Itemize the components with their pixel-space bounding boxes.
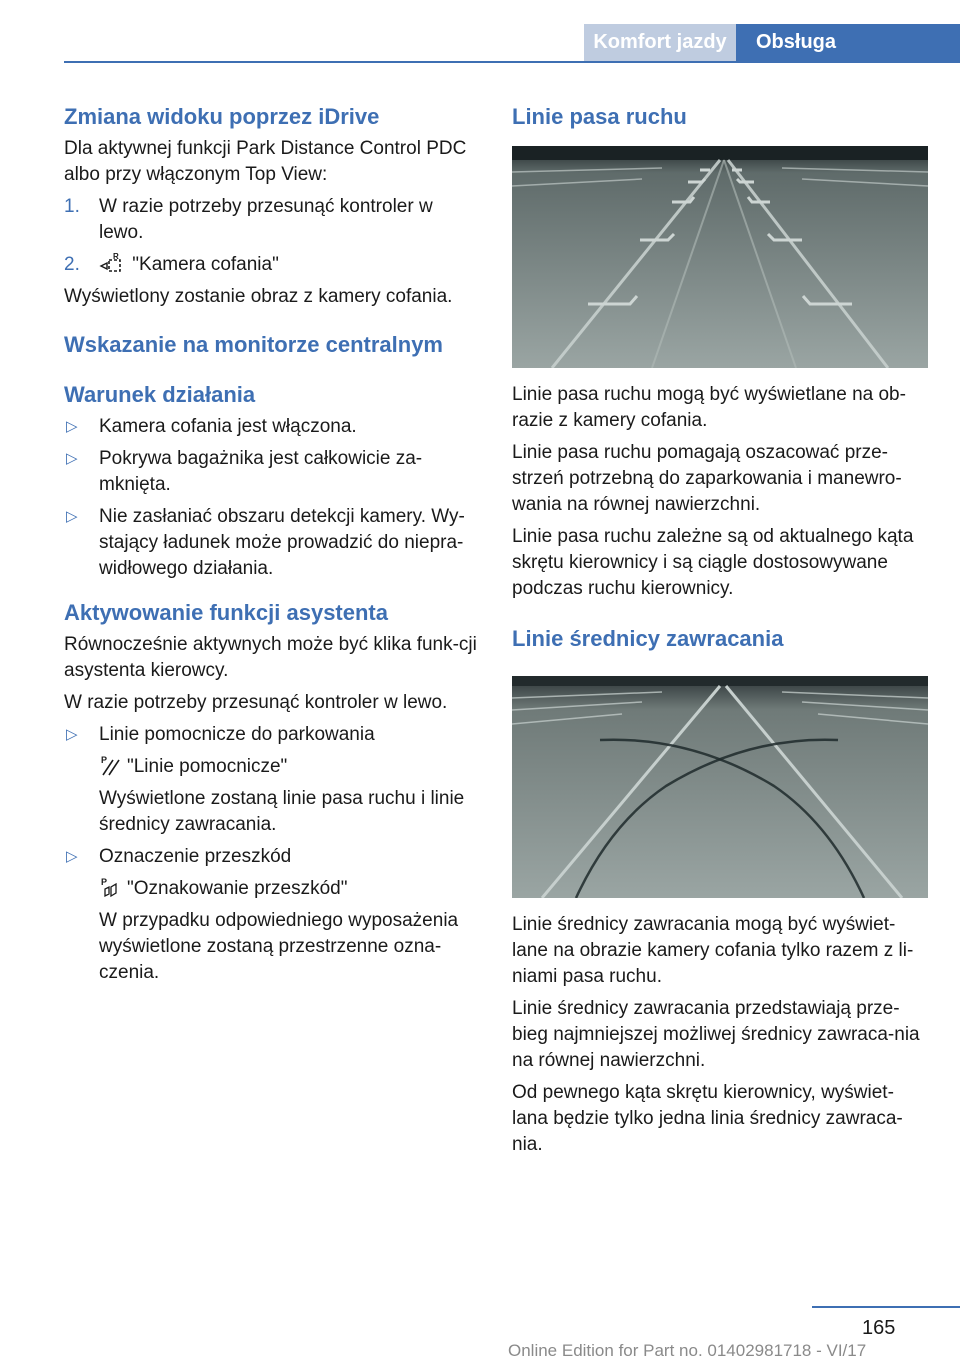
- header-section-tab: Komfort jazdy: [584, 24, 736, 61]
- turning-circle-graphic: [512, 676, 928, 898]
- paragraph-turning-1: Linie średnicy zawracania mogą być wyświet-lane na obrazie kamery cofania tylko razem z li-niami pasa ruchu.: [512, 914, 914, 987]
- page-number: 165: [862, 1317, 896, 1339]
- svg-text:R: R: [113, 252, 119, 261]
- list-item: [64, 194, 478, 246]
- paragraph-lane-lines-1: Linie pasa ruchu mogą być wyświetlane na ob-razie z kamery cofania.: [512, 384, 906, 431]
- paragraph-turning-2: Linie średnicy zawracania przedstawiają prze-bieg najmniejszej możliwej średnicy zawraca-nia na równej nawierzchni.: [512, 998, 920, 1071]
- bullet-triangle-icon: ▷: [66, 726, 78, 743]
- list-item: [64, 414, 478, 440]
- svg-text:P: P: [101, 755, 108, 765]
- paragraph-move-controller: W razie potrzeby przesunąć kontroler w lewo.: [64, 692, 448, 713]
- assist-desc: W przypadku odpowiedniego wyposażenia wyświetlone zostaną przestrzenne ozna-czenia.: [99, 910, 459, 983]
- heading-turning-circle: Linie średnicy zawracania: [512, 626, 784, 651]
- paragraph-lane-lines-3: Linie pasa ruchu zależne są od aktualnego kąta skrętu kierownicy i są ciągle dostosowywane podczas ruchu kierownicy.: [512, 526, 914, 599]
- heading-activate-assistant: Aktywowanie funkcji asystenta: [64, 600, 388, 625]
- heading-central-monitor: Wskazanie na monitorze centralnym: [64, 332, 443, 357]
- heading-operating-condition: Warunek działania: [64, 382, 256, 407]
- svg-text:P: P: [101, 877, 108, 887]
- list-item: [64, 446, 478, 498]
- step-text: "Kamera cofania": [132, 254, 279, 275]
- bullet-triangle-icon: ▷: [66, 418, 78, 435]
- paragraph-turning-3: Od pewnego kąta skrętu kierownicy, wyświet-lana będzie tylko jedna linia średnicy zawraca-nia.: [512, 1082, 903, 1155]
- paragraph-lane-lines-2: Linie pasa ruchu pomagają oszacować prze-strzeń potrzebną do zaparkowania i manewro-wania na równej nawierzchni.: [512, 442, 902, 515]
- right-column: [512, 104, 928, 1158]
- bullet-triangle-icon: ▷: [66, 450, 78, 467]
- edition-note: Online Edition for Part no. 01402981718 - VI/17: [508, 1341, 867, 1360]
- assist-menu-row: [99, 876, 478, 902]
- step-number: 2.: [64, 254, 80, 275]
- turning-circle-image: [512, 676, 928, 898]
- bullet-triangle-icon: ▷: [66, 848, 78, 865]
- lane-lines-graphic: [512, 146, 928, 368]
- footer-rule: [812, 1306, 960, 1308]
- assist-menu-label: "Oznakowanie przeszkód": [127, 878, 348, 899]
- step-text: W razie potrzeby przesunąć kontroler w lewo.: [99, 196, 433, 243]
- obstacle-marking-icon: [99, 876, 123, 898]
- assist-list: [64, 722, 478, 986]
- assist-desc: Wyświetlone zostaną linie pasa ruchu i linie średnicy zawracania.: [99, 788, 465, 835]
- heading-lane-lines: Linie pasa ruchu: [512, 104, 687, 129]
- conditions-list: [64, 414, 478, 582]
- heading-change-view: Zmiana widoku poprzez iDrive: [64, 104, 380, 129]
- steps-list: [64, 194, 478, 278]
- list-item-text: Pokrywa bagażnika jest całkowicie za-mknięta.: [99, 448, 423, 495]
- list-item-text: Kamera cofania jest włączona.: [99, 416, 357, 437]
- paragraph-pdc: Dla aktywnej funkcji Park Distance Control PDC albo przy włączonym Top View:: [64, 138, 467, 185]
- assist-menu-row: [99, 754, 478, 780]
- paragraph-camera-image: Wyświetlony zostanie obraz z kamery cofania.: [64, 286, 453, 307]
- bullet-triangle-icon: ▷: [66, 508, 78, 525]
- step-number: 1.: [64, 196, 80, 217]
- rear-camera-icon: [99, 252, 123, 274]
- assist-menu-label: "Linie pomocnicze": [127, 756, 288, 777]
- paragraph-simultaneous: Równocześnie aktywnych może być klika funk-cji asystenta kierowcy.: [64, 634, 477, 681]
- list-item: [64, 504, 478, 582]
- list-item: [64, 722, 478, 838]
- list-item: [64, 844, 478, 986]
- parking-lines-icon: [99, 754, 123, 776]
- list-item: [64, 252, 478, 278]
- lane-lines-image: [512, 146, 928, 368]
- header-chapter-tab: Obsługa: [736, 24, 960, 61]
- left-column: [64, 104, 478, 992]
- list-item-text: Nie zasłaniać obszaru detekcji kamery. Wy-stający ładunek może prowadzić do niepra-widłowego działania.: [99, 506, 465, 579]
- assist-title: Linie pomocnicze do parkowania: [99, 724, 375, 745]
- assist-title: Oznaczenie przeszkód: [99, 846, 292, 867]
- header-rule: [64, 61, 960, 63]
